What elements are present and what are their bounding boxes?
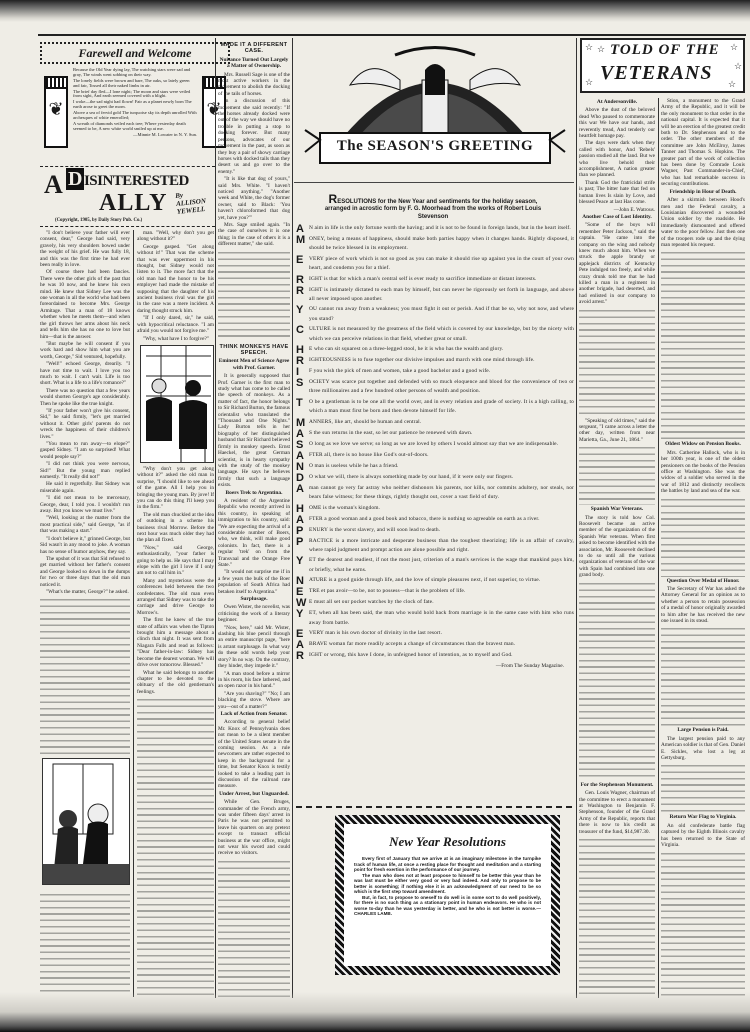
scan-edge-top <box>0 0 750 22</box>
acrostic-letter: A <box>296 638 304 651</box>
title-ally: ALLY <box>99 190 168 216</box>
ally-column-1 <box>40 230 130 755</box>
acrostic-letter: A <box>296 449 304 462</box>
headline: For the Stephenson Monument. <box>580 781 654 788</box>
acrostic-letter: I <box>296 366 300 379</box>
acrostic-letter: R <box>296 284 304 297</box>
acrostic-letter: P <box>296 524 304 537</box>
headline: Boers Trek to Argentina. <box>225 489 283 496</box>
acrostic-letter: Y <box>296 608 304 621</box>
scan-edge-bottom <box>0 992 750 1032</box>
acrostic-letter: H <box>296 344 304 357</box>
paragraph: The man who does not at least propose to himself to be better this year than he was last must be either very good or very bad indeed. And only to propose to be better is something; if nothing else it is an acknowledgment of our need to be so which is the first step toward amendment. <box>354 872 541 894</box>
resolution-item <box>296 418 574 428</box>
paragraph: It is generally supposed that Prof. Garner is the first man to study what has come to be called the speech of monkeys. As a matter of fact, the honor belongs to Sir Richard Burton, the famous orientalist who translated the "Thousand and One Nights." Lady Burton tells in her biography of her distinguished husband that Sir Richard believed firmly in monkey speech. Ernst Haeckel, the great German scientist, is in hearty sympathy with the study of the monkey language. He says he believes firmly that such a language exists. <box>218 373 290 489</box>
paragraph: But, in fact, to propose to oneself to do well is in some sort to do well positively, for there is no such thing as a stationary point in human endeavors. He who is not worse to-day than he was yesterday is better, and he who is not better is worse.—CHARLES LAMB. <box>354 894 541 916</box>
resolution-item <box>296 398 574 417</box>
resolution-text: O man is useless while he has a friend. <box>309 462 399 469</box>
acrostic-letter: W <box>296 597 307 610</box>
resolution-text: S the sun returns in the east, so let our patience be renewed with dawn. <box>309 429 473 436</box>
acrostic-letter: Y <box>296 304 304 317</box>
resolution-item <box>296 224 574 234</box>
resolution-text: ULTURE is not measured by the greatness of the field which is covered by our knowledge, but by the nicety with which we can perceive relations in that field, whether great or small. <box>309 326 574 342</box>
star-icon: ☆ <box>734 61 743 71</box>
resolution-text: E must all set our pocket watches by the clock of fate. <box>309 599 434 606</box>
resolution-item <box>296 629 574 639</box>
resolution-text: man cannot go very far astray who neither dishonors his parents, nor kills, nor commits adultery, nor steals, nor bears false witness; for these things, rightly thought out, cover a vast field of duty. <box>309 484 574 501</box>
acrostic-letter: M <box>296 416 306 429</box>
paragraph: Thank God the fratricidal strife is past; The bitter hate that fed on human lives Is slain by Love, and blessed Peace at last Has come. <box>579 179 655 206</box>
paragraph: "You mean to run away—to elope?" gasped Sidney. "I am so surprised! What would people say?" <box>40 441 130 460</box>
resolution-text: ONEY, being a means of happiness, should make both parties happy when it changes hands. Rightly disposed, it should be twice blessed in its employment. <box>309 236 574 252</box>
paragraph: "Some of the boys will remember Peter Jackson," said the captain. "He came into the company on the wing and nobody knew much about him. When we struck the apple brandy or applejack districts of Kentucky Pete indulged too freely, and while crazy drunk told me that he had killed a man in a regiment in another brigade, had deserted, and had enlisted in our company to avoid arrest." <box>579 222 655 306</box>
headline: Large Pension is Paid. <box>677 727 729 734</box>
veterans-header <box>580 38 745 93</box>
paragraph: "Now," said George, enthusiastically, "your father is going to help us. He says that I may elope with the girl I love if I only am not to call him in." <box>137 544 214 577</box>
paragraph: "I did not mean to be mercenary, George, dear, I told you. I wouldn't run away. But you know we must live." <box>40 495 130 515</box>
poem-credit: —John E. Watrous. <box>613 206 655 213</box>
column-rule <box>215 38 216 998</box>
resolution-text: RACTICE is a more intricate and desperate business than the toughest theorizing; life is an affair of cavalry, where rapid judgment and prompt action are alone possible and right. <box>309 537 574 553</box>
acrostic-letter: M <box>296 234 306 246</box>
resolution-item <box>296 440 574 450</box>
resolution-text: ET the dearest and readiest, if not the most just, criterion of a man's services is the wage that mankind pays him, or briefly, what he earns. <box>309 557 574 573</box>
paragraph: The first he knew of the true state of affairs was when the Tipton brought him a message about a clinch that night. It was sent from Niagara Falls and read as follows: "Dear father-in-law: Sidney has become the dearest woman. We will drive over tomorrow. Blessed." <box>137 617 214 669</box>
resolution-item <box>296 504 574 514</box>
paragraph: "Well!" echoed George, drearily. "I have not time to wait. I love you too much to wait. I can't wait. Life is too short. What is a life to a life's romance?" <box>40 361 130 387</box>
paragraph: A resident of the Argentine Republic who recently arrived in this country, in speaking of immigration to his country, said: "We are expecting the arrival of a considerable number of Boers, who, we think, will make good colonists. In fact, there is a regular 'trek' on from the Transvaal and the Orange Free State." <box>218 497 290 568</box>
resolution-text: ATURE is a good guide through life, and the love of simple pleasures next, if not superior, to virtue. <box>309 577 541 584</box>
headline: Question Over Medal of Honor. <box>666 577 740 584</box>
poem-stanza: Because the Old Year dying lay, The watching stars were sad and gray, The winds went sobbing on their way. <box>73 67 191 77</box>
acrostic-letter: R <box>296 649 304 662</box>
resolution-item <box>296 275 574 285</box>
resolution-text: OCIETY was scarce put together and defended with so much eloquence and blood for the convenience of two or three millionaires and a few hundred other persons of wealth and position. <box>309 379 574 395</box>
ornament-pillar-left <box>44 76 68 148</box>
veterans-column-2 <box>661 98 745 998</box>
paragraph: An old confederate battle flag captured by the Eighth Illinois cavalry has been returned to the State of Virginia. <box>661 822 745 849</box>
resolution-text: BRAVE woman far more readily accepts a change of circumstances than the bravest man. <box>309 640 516 647</box>
acrostic-letter: N <box>296 460 304 473</box>
paragraph: "Well, looking at the matter from the most practical side," said George, "as if that was making a start." <box>40 515 130 535</box>
acrostic-letter: A <box>296 513 304 526</box>
acrostic-letter: E <box>296 627 304 640</box>
paragraph: "Speaking of old times," said the sergeant, "I came across a letter the other day, written from near Marietta, Ga., June 21, 1864." <box>579 417 655 443</box>
resolution-item <box>296 235 574 254</box>
acrostic-letter: A <box>296 427 304 440</box>
headline: Spanish War Veterans. <box>590 506 644 513</box>
headline: Oldest Widow on Pension Books. <box>665 441 741 448</box>
paragraph: "Why, what have I to forgive?" <box>143 335 209 342</box>
star-icon: ☆ <box>585 77 594 87</box>
resolution-text: VERY piece of work which is not so good as you can make it should rise up against you in the court of your own heart, and condemn you for a thief. <box>309 255 574 272</box>
headline: Another Case of Lost Identity. <box>582 213 652 220</box>
paragraph: "It is like that dog of yours," said Mrs. White. "I haven't noticed anything." "Another week and White, the dog's former owner, said to Black: 'You haven't chloroformed that dog yet, have you?'" <box>218 176 290 221</box>
resolution-item <box>296 345 574 355</box>
paragraph: "If your father won't give his consent, Sid," he said firmly, "let's get married without it. Other girls' parents do not wreck the happiness of their children's lives." <box>40 407 130 440</box>
resolution-text: ET, when all has been said, the man who would hold back from marriage is in the same case with him who runs away from battle. <box>309 610 574 626</box>
divider <box>40 226 215 227</box>
paragraph: "Are you shaving?" "No; I am blacking the stove. Where are you—out of a matter?" <box>218 690 290 710</box>
resolution-text: TRE et pas avoir—to be, not to possess—that is the problem of life. <box>309 588 466 595</box>
divider <box>40 166 215 167</box>
star-icon: ☆ <box>728 79 737 89</box>
paragraph: What he said belongs to another chapter to be devoted to the obituary of the old gentleman's feelings. <box>137 669 214 695</box>
resolution-item <box>296 526 574 536</box>
resolution-text: O what we will, there is always something made by our hand, if it were only our fingers. <box>309 473 514 480</box>
paragraph: Mrs. Russell Sage is one of the most active workers in the movement to abolish the docking of the tails of horses. <box>218 71 290 97</box>
divider <box>294 182 574 183</box>
headline: MADE IT A DIFFERENT CASE. <box>220 42 288 55</box>
acrostic-letter: E <box>296 586 304 599</box>
acrostic-letter: P <box>296 535 304 548</box>
headline: THINK MONKEYS HAVE SPEECH. <box>219 343 289 356</box>
paragraph: He said it regretfully. But Sidney was miserable again. <box>40 481 130 494</box>
paragraph: After a skirmish between Hood's men and the Federal cavalry, a Louisianian discovered a wounded Union soldier by the roadside. He immediately dismounted and offered water to the poor fellow. Just then one of the troopers rode up and the dying man repeated his request. <box>661 197 745 248</box>
resolution-item <box>296 451 574 461</box>
resolution-item <box>296 305 574 324</box>
headline: Surplusage. <box>240 596 268 603</box>
copyright: (Copyright, 1905, by Daily Story Pub. Co.) <box>55 218 143 223</box>
paragraph: "Now, here," said Mr. Wister, slashing his blue pencil through an entire manuscript page, "here is arrant surplusage. In what way do these odd words help your story? In no way. On the contrary, they hinder, they impede it." <box>218 624 290 670</box>
resolution-text: FTER all, there is no house like God's out-of-doors. <box>309 451 429 458</box>
subhead: Nuisance Turned Out Largely a Matter of Ownership. <box>219 56 289 70</box>
divider <box>296 806 572 808</box>
paragraph: "It would not surprise me if in a few years the bulk of the Boer population of South Africa had betaken itself to Argentina." <box>218 569 290 595</box>
acrostic-resolutions <box>296 224 574 671</box>
resolution-text: ENURY is the worst slavery, and will soon lead to death. <box>309 526 441 533</box>
greeting-title: The SEASON'S GREETING <box>336 138 534 154</box>
paragraph: The story is told how Col. Roosevelt became an active member of the organization of the Spanish War veterans. When first asked to become identified with the association, Mr. Roosevelt declined to do so until all the various organizations of veterans of the war with Spain had combined into one grand body. <box>579 514 655 579</box>
acrostic-letter: Y <box>296 555 304 568</box>
header-title-bottom: VETERANS <box>600 62 713 84</box>
poem-stanza: The brief day fled—I lone night; The moon and stars were veiled from sight, And earth seemed covered with a blight. <box>73 88 191 99</box>
farewell-title: Farewell and Welcome <box>40 42 230 64</box>
paragraph: "What's the matter, George?" he asked. <box>46 588 129 595</box>
paragraph: There was no question that a few years would shorten George's age considerably. Then he spoke like the true knight. <box>40 387 130 407</box>
acrostic-letter: D <box>296 471 304 484</box>
resolution-item <box>296 598 574 608</box>
headline: Friendship in Hour of Death. <box>669 188 737 195</box>
news-column <box>218 38 290 998</box>
acrostic-letter: N <box>296 575 304 588</box>
poem-stanza: The lonely fields were brown and bare, The oaks, so lately green and fair, Tossed all their naked limbs in air. <box>73 77 190 88</box>
paragraph: "But maybe he will consent if you work hard and show him what you are worth, George," Sid ventured, hopefully. <box>40 340 130 360</box>
paragraph: "I did not think you were nervous, Sid!" But the young man replied earnestly. "It really did not!" <box>40 461 130 481</box>
paragraph: The Secretary of War has asked the Attorney General for an opinion as to whether a person to retain possession of a medal of honor originally awarded to him after he has received the new one issued in its stead. <box>661 586 745 625</box>
column-rule <box>133 230 134 997</box>
paragraph: "A man stood before a mirror in his room, his face lathered, and an open razor in his hand." <box>218 670 290 690</box>
resolution-item <box>296 484 574 503</box>
paragraph: Mrs. Catherine Hallock, who is in her 100th year, is one of the oldest pensioners on the books of the Pension office at Washington. She was the widow of a soldier who served in the war of 1812 and distinctly recollects the battles by land and sea of the war. <box>661 449 745 495</box>
star-icon: ☆ <box>730 42 739 52</box>
column-rule <box>576 38 577 998</box>
resolution-item <box>296 356 574 366</box>
paragraph: According to general belief Mr. Knox of Pennsylvania does not mean to be a silent member of the United States senate in the coming session. As a rule newcomers are rather expected to keep in the background for a time, but Senator Knox is testily looked to take a leading part in discussion of the railroad rate measure. <box>218 719 290 790</box>
title-word <box>66 168 189 191</box>
paragraph: man. "Well, why don't you get along without it?" <box>137 230 214 243</box>
paragraph: Stion, a monument to the Grand Army of the Republic, and it will be the only monument to that order in the national capital. It is expected that it will be an erection of the greatest credit both to Dr. Stephenson and to the order. The other members of the committee are John McElroy, James Tanner and Thomas S. Hopkins. The greater part of the work of collection has been done by Comrade Louis Wagner, Past Commander-in-Chief, who has had remarkable success in securing contributions. <box>661 98 745 188</box>
resolution-item <box>296 286 574 305</box>
column-rule <box>658 98 659 998</box>
resolution-item <box>296 462 574 472</box>
star-icon: ☆ <box>585 42 594 52</box>
paragraph: The upshot of it was that Sid refused to get married without her father's consent and George looked so down in the dumps for two or three days that the old man noticed it. <box>40 555 130 588</box>
resolution-item <box>296 473 574 483</box>
resolution-item <box>296 255 574 274</box>
new-year-resolutions-box <box>335 815 560 975</box>
resolution-item <box>296 556 574 575</box>
resolution-text: O be a gentleman is to be one all the world over, and in every relation and grade of society. It is a high calling, to which a man must first be born and then devote himself for life. <box>309 398 574 415</box>
acrostic-letter: A <box>296 482 304 495</box>
resolution-item <box>296 515 574 525</box>
resolution-text: IGHTEOUSNESS is to fuse together our divisive impulses and march with one mind through life. <box>309 357 535 364</box>
lion-ornament-icon: ❦ <box>48 99 64 119</box>
paragraph: Every first of January that we arrive at is an imaginary milestone in the turnpike track of human life, at once a resting place for thought and meditation and a starting point for fresh exertion in the performance of our journey. <box>354 856 541 872</box>
illustration-two-men <box>140 345 214 463</box>
resolution-item <box>296 537 574 556</box>
resolution-item <box>296 609 574 628</box>
paragraph: Many and mysterious were the conferences held between the two confederates. The old man even arranged that Sidney was to take the carriage and drive George to Morrow's. <box>137 577 214 616</box>
ally-column-1-continued <box>40 890 130 995</box>
resolutions-credit: —From The Sunday Magazine. <box>495 662 564 669</box>
paragraph: While Gen. Bruges, commander of the French army, was under fifteen days' arrest in Paris he was not permitted to leave his quarters on any pretext except to transact official business at the war office, might not wear his sword and could receive no visitors. <box>218 799 290 857</box>
headline: At Andersonville. <box>596 99 638 105</box>
paragraph: The old man chuckled at the idea of outdoing in a scheme his business rival Morrow. Before the next hour was much older they had the plan all fixed. <box>137 511 214 544</box>
acrostic-letter: T <box>296 396 303 409</box>
poem-stanza: I woke—the sad night had flown! Fair as a planet newly born The earth arose to greet the morn. <box>73 99 192 110</box>
acrostic-letter: S <box>296 438 304 451</box>
illustration-couple <box>42 758 130 885</box>
paragraph: In a discussion of this movement she said recently: "If the horses already docked were out of the way we should have no trouble in putting a stop to docking forever. But many persons, advocates of our movement in the past, as soon as they buy a pair of showy carriage horses with docked tails than they desert us and go over to the enemy." <box>218 98 290 175</box>
resolutions-heading: RESOLUTIONS for the New Year and sentiments for the holiday season, arranged in acrostic form by F. G. Moorhead from the works of Robert Louis Stevenson <box>324 192 542 220</box>
acrostic-letter: S <box>296 377 304 390</box>
acrostic-letter: R <box>296 355 304 368</box>
resolution-text: F you wish the pick of men and women, take a good bachelor and a good wife. <box>309 368 491 375</box>
subhead: Eminent Men of Science Agree with Prof. Garner. <box>218 358 290 371</box>
ally-column-2 <box>137 230 214 997</box>
resolution-text: VERY man is his own doctor of divinity in the last resort. <box>309 629 443 636</box>
paragraph: "I don't believe your father will ever consent, dear," George had said, very gravely, his very shoulders bowed under the weight of his grief. He was fully 18, and this was the first time he had ever been really in love. <box>40 230 130 269</box>
resolution-item <box>296 587 574 597</box>
resolution-text: O long as we love we serve; so long as we are loved by others I would almost say that we are indispensable. <box>309 440 559 447</box>
resolution-text: E who can sit squarest on a three-legged stool, he it is who has the wealth and glory. <box>309 346 504 353</box>
title-rest: ISINTERESTED <box>83 173 189 189</box>
poem-stanza: Above a sea of fervid gold The turquoise sky its depth unrolled With archesques of white emerolled; <box>73 110 197 120</box>
resolution-text: FTER a good woman and a good book and tobacco, there is nothing so agreeable on earth as a river. <box>309 515 540 522</box>
poem-credit: —Minnie M. Lowater in N. Y. Sun. <box>133 131 197 137</box>
paragraph: The largest pension paid to any American soldier is that of Gen. Daniel E. Sickles, who lost a leg at Gettysburg. <box>661 735 745 762</box>
poem-stanza: A wreath of diamonds veiled each tree; Where yesterday death seemed to be, A new white world smiled up at me. <box>73 120 186 131</box>
headline: Lack of Action from Senator. <box>220 710 288 717</box>
paragraph: The days were dark when they called with honor, And 'Rebels' passion studied all the land. But we who live behold their accomplishment, A nation greater than we planned. <box>579 140 655 179</box>
resolution-text: ANNERS, like art, should be human and central. <box>309 418 422 425</box>
resolution-item <box>296 576 574 586</box>
lion-ornament-icon: ❦ <box>206 99 222 119</box>
title-initial: D <box>68 168 82 190</box>
acrostic-letter: H <box>296 502 304 515</box>
star-icon: ☆ <box>597 44 606 54</box>
resolution-text: IGHT or wrong, this have I done, in unfeigned honor of intention, as to myself and God. <box>309 651 513 658</box>
acrostic-letter: C <box>296 324 304 337</box>
resolution-text: IGHT is that for which a man's central self is ever ready to sacrifice immediate or distant interests. <box>309 275 537 282</box>
resolution-item <box>296 325 574 344</box>
paragraph: George gasped. "Get along without it!" That was the scheme that was ever uppermost in his thought, but Sidney would not listen to it. The more fact that the old man had the honor to be his employer had made the mistake of supposing that the daughter of his ancient business rival was the girl in the case was a mere incident. A daring thought struck him. <box>137 243 214 314</box>
box-title: New Year Resolutions <box>389 834 506 849</box>
resolution-item <box>296 651 574 661</box>
headline: Return War Flag to Virginia. <box>669 814 737 821</box>
acrostic-letter: A <box>296 223 304 235</box>
resolution-text: OU cannot run away from a weakness; you must fight it out or perish. And if that be so, why not now, and where you stand? <box>309 306 574 322</box>
paragraph: Gen. Louis Wagner, chairman of the committee to erect a monument at Washington to Benjamin F. Stephenson, founder of the Grand Army of the Republic, reports that there is now to his credit as treasurer of the fund, $14,987.30. <box>579 790 655 835</box>
veterans-column-1 <box>579 98 655 998</box>
title-letter: A <box>44 170 63 199</box>
resolution-text: N aim in life is the only fortune worth the having; and it is not to be found in foreign lands, but in the heart itself. <box>309 225 571 231</box>
acrostic-letter: R <box>296 273 304 286</box>
resolution-item <box>296 429 574 439</box>
paragraph: "If I only dared, sir," he said, with hypocritical reluctance. "I am afraid you would not forgive me." <box>137 315 214 335</box>
seasons-greeting-illustration <box>300 40 570 175</box>
column-rule <box>292 38 293 998</box>
farewell-poem <box>73 68 197 139</box>
resolution-item <box>296 640 574 650</box>
paragraph: "Why don't you get along without it?" asked the old man in surprise, "I should like to see ahead of the game. All I help you in bringing the young man. By jove! If you can do this thing I'll keep you in the firm." <box>137 465 214 511</box>
paragraph: Of course there had been fancies. There were the other girls of the past that he was 10 now, and he knew his own mind. He knew that Sidney Lee was the one woman in all the world who had been foreordained to become Mrs. George Armitage. That a man of 18 knows whether when he meets them—and when the girl throws her arms about his neck and tells him she has no one to love but him—that is the answer. <box>40 269 130 340</box>
resolution-text: IGHT is intimately dictated to each man by himself, but can never be rigorously set forth in language, and above all never imposed upon another. <box>309 286 574 303</box>
headline: Under Arrest, but Unguarded. <box>219 790 289 797</box>
header-title-top: TOLD OF THE <box>610 42 720 58</box>
paragraph: Owen Wister, the novelist, was criticising the work of a literary beginner. <box>218 604 290 624</box>
resolution-item <box>296 367 574 377</box>
resolution-text: OME is the woman's kingdom. <box>309 504 381 511</box>
paragraph: Mrs. Sage smiled again. "In the case of ourselves it is one thing; in the case of others it is a different matter," she said. <box>218 221 290 248</box>
acrostic-letter: E <box>296 253 304 266</box>
paragraph: Above the dust of the beloved dead Who paused to commemorate this war We have our hands, and reverently tread, And tenderly our heartfelt homage pay. <box>579 107 655 140</box>
top-rule <box>38 34 746 36</box>
resolution-item <box>296 378 574 397</box>
paragraph: "I don't believe it," grinned George, but Sid wasn't in any mood to joke. A woman has no sense of humor anyhow, they say. <box>40 535 130 555</box>
byline: By ALLISON YEWELL <box>174 191 207 216</box>
